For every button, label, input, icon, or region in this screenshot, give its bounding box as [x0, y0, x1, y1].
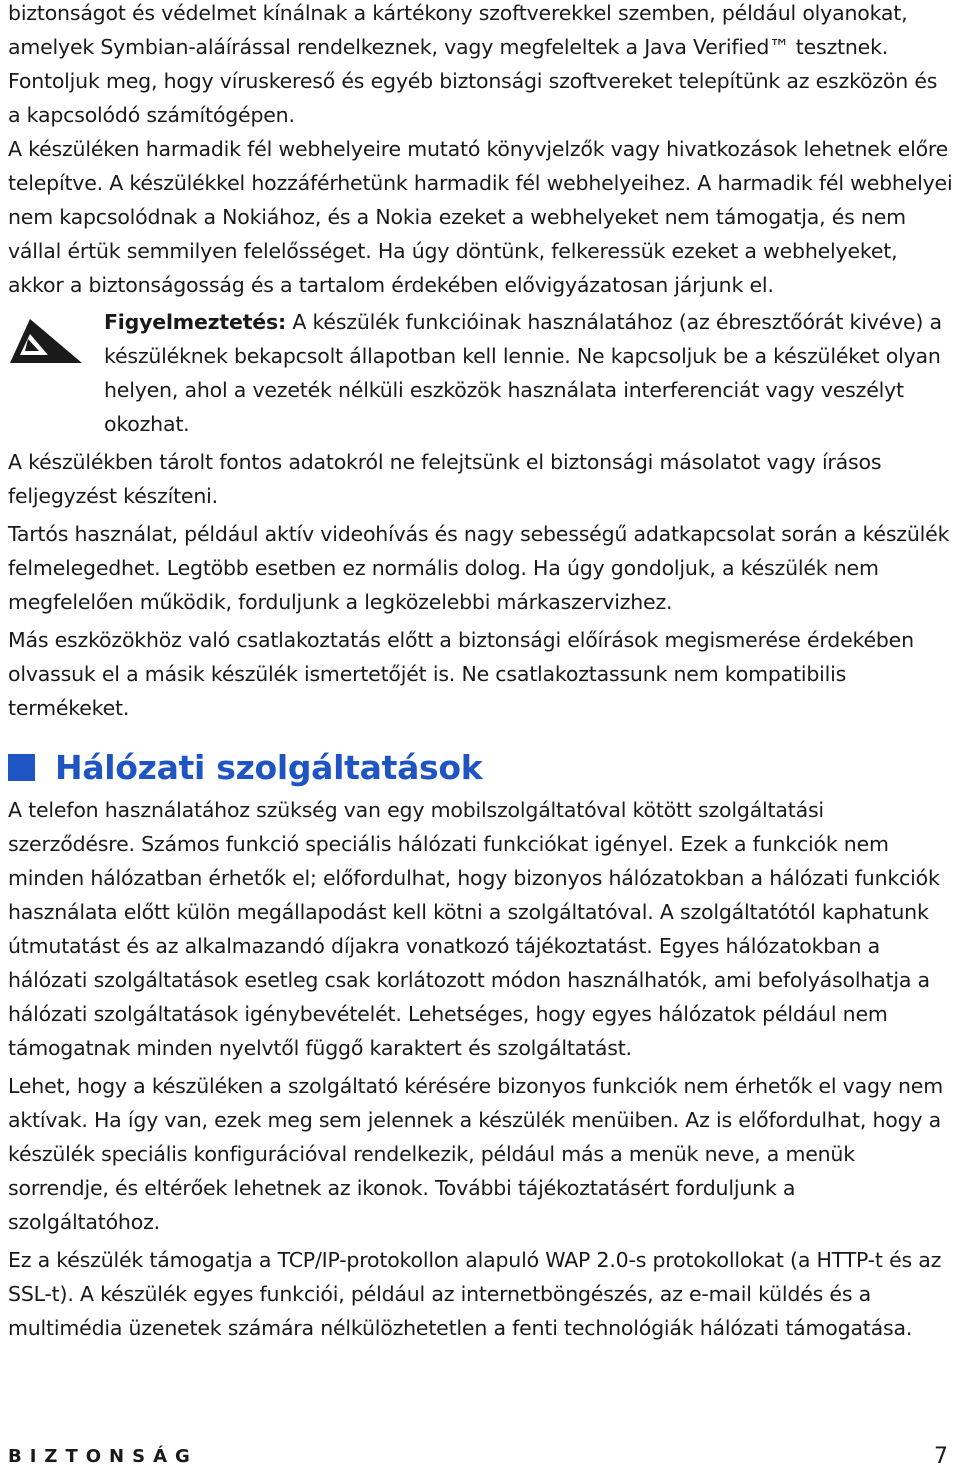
warning-body: A készülék funkcióinak használatához (az ébresztőórát kivéve) a készüléknek bekapcsolt állapotban kell lennie. Ne kapcsoljuk be a készüléket olyan helyen, ahol a vezeték nélküli eszközök használata interferenciát vagy veszélyt okozhat.	[104, 310, 942, 436]
paragraph-operator-features: Lehet, hogy a készüléken a szolgáltató kérésére bizonyos funkciók nem érhetők el vagy nem aktívak. Ha így van, ezek meg sem jelennek a készülék menüiben. Az is előfordulhat, hogy a készülék speciális konfigurációval rendelkezik, például más a menük neve, a menük sorrendje, és eltérőek lehetnek az ikonok. További tájékoztatásért forduljunk a szolgáltatóhoz.	[8, 1074, 943, 1234]
paragraph-third-party-sites: A készüléken harmadik fél webhelyeire mutató könyvjelzők vagy hivatkozások lehetnek előre telepítve. A készülékkel hozzáférhetünk harmadik fél webhelyeihez. A harmadik fél webhelyei nem kapcsolódnak a Nokiához, és a Nokia ezeket a webhelyeket nem támogatja, és nem vállal értük semmilyen felelősséget. Ha úgy döntünk, felkeressük ezeket a webhelyeket, akkor a biztonságosság és a tartalom érdekében elővigyázatosan járjunk el.	[8, 137, 953, 297]
section-heading	[8, 745, 953, 789]
warning-icon	[8, 317, 84, 367]
paragraph-network-services: A telefon használatához szükség van egy mobilszolgáltatóval kötött szolgáltatási szerződésre. Számos funkció speciális hálózati funkciókat igényel. Ezek a funkciók nem minden hálózatban érhetők el; előfordulhat, hogy bizonyos hálózatokban a hálózati funkciók használata előtt külön megállapodást kell kötni a szolgáltatóval. A szolgáltatótól kaphatunk útmutatást és az alkalmazandó díjakra vonatkozó tájékoztatást. Egyes hálózatokban a hálózati szolgáltatások esetleg csak korlátozott módon használhatók, ami befolyásolhatja a hálózati szolgáltatások igénybevételét. Lehetséges, hogy egyes hálózatok például nem támogatnak minden nyelvtől függő karaktert és szolgáltatást.	[8, 798, 940, 1060]
paragraph-wap-support: Ez a készülék támogatja a TCP/IP-protokollon alapuló WAP 2.0-s protokollokat (a HTTP-t és az SSL-t). A készülék egyes funkciói, például az internetböngészés, az e-mail küldés és a multimédia üzenetek számára nélkülözhetetlen a fenti technológiák hálózati támogatása.	[8, 1248, 942, 1340]
paragraph-heating: Tartós használat, például aktív videohívás és nagy sebességű adatkapcsolat során a készülék felmelegedhet. Legtöbb esetben ez normális dolog. Ha úgy gondoljuk, a készülék nem megfelelően működik, forduljunk a legközelebbi márkaszervizhez.	[8, 522, 950, 614]
document-page	[8, 0, 953, 1345]
warning-text	[104, 305, 953, 441]
section-title: Hálózati szolgáltatások	[55, 747, 483, 787]
paragraph-connecting: Más eszközökhöz való csatlakoztatás előtt a biztonsági előírások megismerése érdekében olvassuk el a másik készülék ismertetőjét is. Ne csatlakoztassunk nem kompatibilis termékeket.	[8, 628, 914, 720]
footer-page-number: 7	[934, 1444, 948, 1469]
heading-square-icon	[8, 754, 35, 781]
footer-section-name: BIZTONSÁG	[8, 1446, 198, 1467]
page-footer	[8, 1446, 952, 1476]
paragraph-antivirus: biztonságot és védelmet kínálnak a kártékony szoftverekkel szemben, például olyanokat, amelyek Symbian-aláírással rendelkeznek, vagy megfeleltek a Java Verified™ tesztnek. Fontoljuk meg, hogy víruskereső és egyéb biztonsági szoftvereket telepítünk az eszközön és a kapcsolódó számítógépen.	[8, 1, 938, 127]
paragraph-backup: A készülékben tárolt fontos adatokról ne felejtsünk el biztonsági másolatot vagy írásos feljegyzést készíteni.	[8, 450, 882, 508]
warning-label: Figyelmeztetés:	[104, 310, 287, 334]
warning-block	[8, 305, 953, 441]
